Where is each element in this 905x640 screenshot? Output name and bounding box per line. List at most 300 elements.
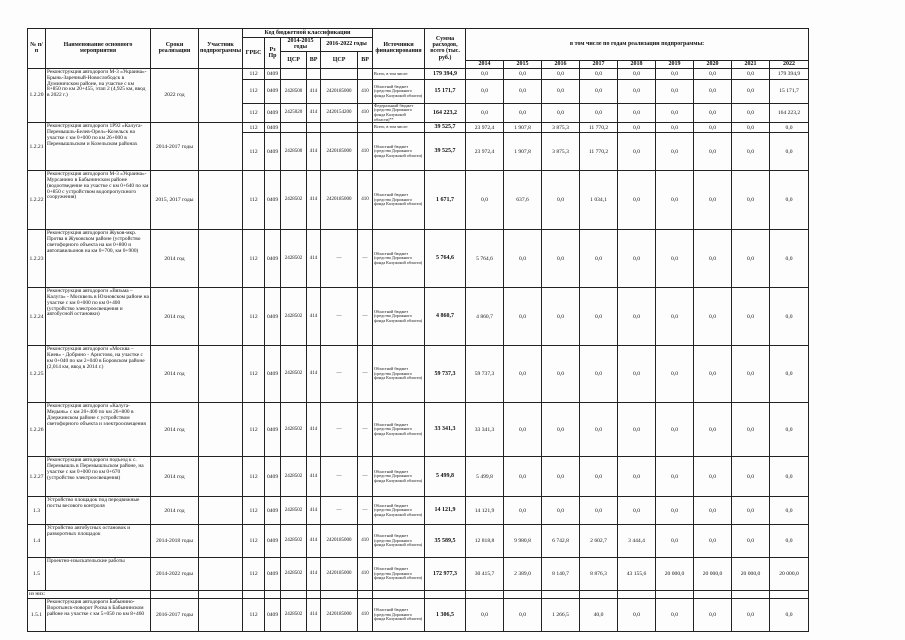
year-amount: 0,0	[732, 123, 770, 133]
activity-name: Реконструкция автодороги «Вязьма – Калуга» - Москвель в Юхновском районе на участке с км 0+000 по км 0+400 (устройство электроосвещения и автобусной остановки)	[46, 288, 151, 346]
table-row	[28, 346, 809, 403]
header-total: Сумма расходов, всего (тыс. руб.)	[425, 29, 466, 69]
header-years-2014-2015: 2014-2015 годы	[281, 38, 321, 52]
year-amount: 0,0	[618, 497, 656, 525]
header-csr-1: ЦСР	[281, 51, 307, 68]
year-amount: 0,0	[694, 230, 732, 288]
funding-source: Областной бюджет (средства Дорожного фонда Калужской области)	[373, 133, 425, 171]
implementation-terms: 2014-2018 годы	[151, 525, 199, 558]
empty-cell	[770, 591, 809, 599]
year-amount: 0,0	[770, 230, 809, 288]
year-amount: 0,0	[618, 103, 656, 122]
header-year: 2021	[732, 60, 770, 68]
funding-source: Всего, в том числе:	[373, 68, 425, 79]
year-amount: 0,0	[694, 403, 732, 457]
year-amount: 0,0	[618, 133, 656, 171]
year-amount: 0,0	[656, 457, 694, 497]
rzpr-code: 0409	[265, 457, 281, 497]
empty-cell	[732, 591, 770, 599]
year-amount: 0,0	[694, 171, 732, 230]
participant-cell	[199, 171, 243, 230]
year-amount: 0,0	[694, 497, 732, 525]
year-amount: 0,0	[466, 103, 504, 122]
row-number: 1.3	[28, 497, 46, 525]
rzpr-code: 0409	[265, 525, 281, 558]
vr-2016-2022: —	[358, 288, 373, 346]
empty-cell	[373, 591, 425, 599]
participant-cell	[199, 457, 243, 497]
year-amount: 5 764,6	[466, 230, 504, 288]
year-amount: 0,0	[504, 346, 542, 403]
year-amount: 0,0	[770, 133, 809, 171]
rzpr-code: 0409	[265, 497, 281, 525]
funding-source: Федеральный бюджет (средства Дорожного фонда Калужской области)**	[373, 103, 425, 122]
year-amount: 20 000,0	[694, 558, 732, 591]
vr-2016-2022	[358, 123, 373, 133]
grbs-code: 112	[243, 171, 265, 230]
vr-2016-2022: 410	[358, 558, 373, 591]
year-amount: 20 000,0	[770, 558, 809, 591]
activity-name: Реконструкция автодороги М-3 «Украина»-Брынь-Заречный-Новослободск в Думиничском районе, на участке с км 8+850 по км 20+455, этап 2 (4,925 км, ввод в 2022 г.)	[46, 68, 151, 122]
year-amount: 0,0	[770, 171, 809, 230]
header-name: Наименование основного мероприятия	[46, 29, 151, 69]
header-participant: Участник подпрограммы	[199, 29, 243, 69]
year-amount: 5 499,8	[466, 457, 504, 497]
year-amount: 0,0	[618, 346, 656, 403]
year-amount: 0,0	[694, 133, 732, 171]
grbs-code: 112	[243, 525, 265, 558]
year-amount: 0,0	[656, 497, 694, 525]
year-amount: 0,0	[580, 457, 618, 497]
year-amount: 0,0	[770, 403, 809, 457]
empty-cell	[694, 591, 732, 599]
empty-cell	[580, 591, 618, 599]
grbs-code: 112	[243, 599, 265, 632]
table-row	[28, 288, 809, 346]
year-amount: 0,0	[580, 403, 618, 457]
year-amount: 30 415,7	[466, 558, 504, 591]
grbs-code: 112	[243, 68, 265, 79]
activity-name: Реконструкция автодороги «Калуга-Медынь» с км 20+400 по км 26+800 в Дзержинском районе с устройством светофорного объекта и электроосвещения	[46, 403, 151, 457]
year-amount: 0,0	[732, 171, 770, 230]
rzpr-code: 0409	[265, 79, 281, 103]
year-amount: 0,0	[656, 123, 694, 133]
year-amount: 0,0	[580, 230, 618, 288]
activity-name: Реконструкция автодороги 1Р92 «Калуга-Перемышль-Белев-Орел»-Козельск на участке с км 0+000 по км 26+000 в Перемышльском и Козельском районах	[46, 123, 151, 171]
total-amount: 39 525,7	[425, 123, 466, 133]
grbs-code: 112	[243, 558, 265, 591]
year-amount: 0,0	[542, 68, 580, 79]
csr-2014-2015: 2428502	[281, 288, 307, 346]
year-amount: 9 980,8	[504, 525, 542, 558]
year-amount: 0,0	[542, 171, 580, 230]
year-amount: 0,0	[732, 103, 770, 122]
year-amount: 0,0	[732, 457, 770, 497]
year-amount: 0,0	[694, 457, 732, 497]
table-row	[28, 230, 809, 288]
grbs-code: 112	[243, 288, 265, 346]
participant-cell	[199, 123, 243, 171]
year-amount: 0,0	[656, 171, 694, 230]
empty-cell	[307, 591, 321, 599]
rzpr-code: 0409	[265, 123, 281, 133]
year-amount: 0,0	[732, 68, 770, 79]
year-amount: 0,0	[580, 68, 618, 79]
funding-source: Областной бюджет (средства Дорожного фонда Калужской области)	[373, 288, 425, 346]
vr-2014-2015: 414	[307, 599, 321, 632]
vr-2016-2022: 410	[358, 525, 373, 558]
csr-2014-2015: 2428502	[281, 171, 307, 230]
empty-cell	[656, 591, 694, 599]
grbs-code: 112	[243, 133, 265, 171]
header-rzpr: Рз Пр	[265, 38, 281, 69]
table-row	[28, 171, 809, 230]
year-amount: 0,0	[580, 79, 618, 103]
csr-2014-2015: 2425020	[281, 103, 307, 122]
year-amount: 179 394,9	[770, 68, 809, 79]
empty-cell	[199, 591, 243, 599]
total-amount: 59 737,3	[425, 346, 466, 403]
vr-2016-2022: —	[358, 346, 373, 403]
year-amount: 0,0	[656, 403, 694, 457]
header-year: 2019	[656, 60, 694, 68]
participant-cell	[199, 230, 243, 288]
year-amount: 8 876,3	[580, 558, 618, 591]
year-amount: 4 860,7	[466, 288, 504, 346]
implementation-terms: 2016-2017 годы	[151, 599, 199, 632]
year-amount: 33 341,3	[466, 403, 504, 457]
funding-source: Областной бюджет (средства Дорожного фонда Калужской области)	[373, 403, 425, 457]
year-amount: 0,0	[466, 599, 504, 632]
year-amount: 164 223,2	[770, 103, 809, 122]
implementation-terms: 2014-2022 годы	[151, 558, 199, 591]
csr-2014-2015: 2428502	[281, 558, 307, 591]
funding-source: Областной бюджет (средства Дорожного фонда Калужской области)	[373, 230, 425, 288]
year-amount: 59 737,3	[466, 346, 504, 403]
header-by-years: в том числе по годам реализации подпрограммы:	[466, 29, 809, 61]
budget-table	[27, 28, 809, 632]
year-amount: 12 818,8	[466, 525, 504, 558]
vr-2016-2022	[358, 68, 373, 79]
total-amount: 15 171,7	[425, 79, 466, 103]
csr-2016-2022: —	[321, 457, 358, 497]
vr-2014-2015	[307, 68, 321, 79]
row-number: 1.2.21	[28, 123, 46, 171]
year-amount: 0,0	[542, 79, 580, 103]
empty-cell	[466, 591, 504, 599]
year-amount: 0,0	[618, 457, 656, 497]
header-csr-2: ЦСР	[321, 51, 358, 68]
empty-cell	[151, 591, 199, 599]
activity-name: Реконструкция автодороги «Москва – Киев» - Добрино - Аристово, на участке с км 0+040 по км 2+040 в Боровском районе (2,014 км, ввод в 2014 г.)	[46, 346, 151, 403]
csr-2016-2022: 2420185000	[321, 133, 358, 171]
participant-cell	[199, 599, 243, 632]
header-vr-1: ВР	[307, 51, 321, 68]
activity-name: Устройство площадок под передвижные посты весового контроля	[46, 497, 151, 525]
total-amount: 5 499,8	[425, 457, 466, 497]
implementation-terms: 2014 год	[151, 288, 199, 346]
vr-2014-2015: 414	[307, 79, 321, 103]
csr-2014-2015: 2428500	[281, 79, 307, 103]
csr-2016-2022: —	[321, 497, 358, 525]
year-amount: 0,0	[542, 346, 580, 403]
rzpr-code: 0409	[265, 68, 281, 79]
year-amount: 3 875,3	[542, 133, 580, 171]
year-amount: 6 742,8	[542, 525, 580, 558]
rzpr-code: 0409	[265, 346, 281, 403]
year-amount: 0,0	[694, 346, 732, 403]
year-amount: 0,0	[618, 171, 656, 230]
header-grbs: ГРБС	[243, 38, 265, 69]
grbs-code: 112	[243, 457, 265, 497]
empty-cell	[321, 591, 358, 599]
year-amount: 0,0	[542, 497, 580, 525]
rzpr-code: 0409	[265, 133, 281, 171]
year-amount: 1 907,8	[504, 123, 542, 133]
empty-cell	[265, 591, 281, 599]
year-amount: 0,0	[770, 346, 809, 403]
header-year: 2022	[770, 60, 809, 68]
year-amount: 0,0	[732, 230, 770, 288]
vr-2016-2022: —	[358, 497, 373, 525]
year-amount: 1 266,5	[542, 599, 580, 632]
row-number: 1.2.25	[28, 346, 46, 403]
year-amount: 1 907,8	[504, 133, 542, 171]
implementation-terms: 2014 год	[151, 346, 199, 403]
funding-source: Областной бюджет (средства Дорожного фонда Калужской области)	[373, 79, 425, 103]
csr-2014-2015: 2428502	[281, 599, 307, 632]
year-amount: 0,0	[732, 133, 770, 171]
year-amount: 0,0	[618, 288, 656, 346]
year-amount: 0,0	[618, 599, 656, 632]
year-amount: 0,0	[694, 599, 732, 632]
participant-cell	[199, 288, 243, 346]
row-number: 1.2.27	[28, 457, 46, 497]
year-amount: 11 770,2	[580, 123, 618, 133]
participant-cell	[199, 497, 243, 525]
year-amount: 0,0	[466, 171, 504, 230]
table-row	[28, 525, 809, 558]
grbs-code: 112	[243, 230, 265, 288]
csr-2014-2015: 2428502	[281, 346, 307, 403]
rzpr-code: 0409	[265, 599, 281, 632]
csr-2016-2022: 2420185000	[321, 558, 358, 591]
year-amount: 0,0	[504, 288, 542, 346]
year-amount: 23 972,4	[466, 133, 504, 171]
rzpr-code: 0409	[265, 230, 281, 288]
csr-2014-2015: 2428502	[281, 525, 307, 558]
header-years-2016-2022: 2016-2022 годы	[321, 38, 373, 52]
header-num: № п/п	[28, 29, 46, 69]
header-vr-2: ВР	[358, 51, 373, 68]
table-row	[28, 591, 809, 599]
year-amount: 1 034,1	[580, 171, 618, 230]
csr-2014-2015: 2428502	[281, 230, 307, 288]
activity-name: Реконструкция автодороги подъезд к с. Перемышль в Перемышльском районе, на участке с км 0+000 по км 0+670 (устройство электроосвещения)	[46, 457, 151, 497]
total-amount: 35 589,5	[425, 525, 466, 558]
participant-cell	[199, 68, 243, 122]
total-amount: 4 860,7	[425, 288, 466, 346]
funding-source: Областной бюджет (средства Дорожного фонда Калужской области)	[373, 346, 425, 403]
funding-source: Областной бюджет (средства Дорожного фонда Калужской области)	[373, 525, 425, 558]
year-amount: 0,0	[732, 403, 770, 457]
vr-2014-2015: 414	[307, 403, 321, 457]
csr-2016-2022: —	[321, 346, 358, 403]
year-amount: 0,0	[504, 403, 542, 457]
activity-name: Реконструкция автодороги Бабынино-Воротынск-поворот Росва в Бабынинском районе на участке с км 5+050 по км 8+460	[46, 599, 151, 632]
year-amount: 3 875,3	[542, 123, 580, 133]
table-row	[28, 123, 809, 133]
total-amount: 164 223,2	[425, 103, 466, 122]
header-source: Источники финансирования	[373, 29, 425, 69]
participant-cell	[199, 403, 243, 457]
year-amount: 0,0	[694, 103, 732, 122]
year-amount: 0,0	[656, 230, 694, 288]
year-amount: 0,0	[656, 346, 694, 403]
year-amount: 0,0	[504, 103, 542, 122]
table-row	[28, 558, 809, 591]
year-amount: 0,0	[542, 403, 580, 457]
vr-2016-2022: —	[358, 230, 373, 288]
year-amount: 0,0	[618, 230, 656, 288]
year-amount: 0,0	[542, 103, 580, 122]
year-amount: 15 171,7	[770, 79, 809, 103]
year-amount: 0,0	[504, 599, 542, 632]
year-amount: 0,0	[656, 79, 694, 103]
row-number: 1.2.23	[28, 230, 46, 288]
year-amount: 0,0	[656, 68, 694, 79]
header-year: 2017	[580, 60, 618, 68]
vr-2014-2015: 414	[307, 497, 321, 525]
empty-cell	[358, 591, 373, 599]
vr-2014-2015: 414	[307, 103, 321, 122]
year-amount: 0,0	[656, 103, 694, 122]
year-amount: 3 444,4	[618, 525, 656, 558]
year-amount: 40,0	[580, 599, 618, 632]
csr-2016-2022: 2420185000	[321, 171, 358, 230]
empty-cell	[618, 591, 656, 599]
year-amount: 0,0	[732, 497, 770, 525]
table-row	[28, 599, 809, 632]
rzpr-code: 0409	[265, 403, 281, 457]
funding-source: Областной бюджет (средства Дорожного фонда Калужской области)	[373, 599, 425, 632]
table-row	[28, 497, 809, 525]
vr-2014-2015: 414	[307, 230, 321, 288]
participant-cell	[199, 525, 243, 558]
empty-cell	[243, 591, 265, 599]
year-amount: 0,0	[542, 230, 580, 288]
vr-2014-2015: 414	[307, 346, 321, 403]
year-amount: 0,0	[732, 525, 770, 558]
total-amount: 1 306,5	[425, 599, 466, 632]
year-amount: 0,0	[656, 525, 694, 558]
year-amount: 0,0	[732, 288, 770, 346]
total-amount: 39 525,7	[425, 133, 466, 171]
implementation-terms: 2014 год	[151, 403, 199, 457]
row-number: 1.4	[28, 525, 46, 558]
vr-2016-2022: 410	[358, 79, 373, 103]
row-number: 1.2.20	[28, 68, 46, 122]
year-amount: 0,0	[732, 599, 770, 632]
header-year: 2016	[542, 60, 580, 68]
grbs-code: 112	[243, 79, 265, 103]
vr-2014-2015: 414	[307, 133, 321, 171]
year-amount: 0,0	[770, 525, 809, 558]
activity-name: Проектно-изыскательские работы	[46, 558, 151, 591]
year-amount: 20 000,0	[732, 558, 770, 591]
row-number: 1.2.26	[28, 403, 46, 457]
year-amount: 0,0	[466, 68, 504, 79]
total-amount: 5 764,6	[425, 230, 466, 288]
rzpr-code: 0409	[265, 558, 281, 591]
implementation-terms: 2014 год	[151, 230, 199, 288]
table-row	[28, 403, 809, 457]
year-amount: 0,0	[618, 79, 656, 103]
funding-source: Областной бюджет (средства Дорожного фонда Калужской области)	[373, 558, 425, 591]
year-amount: 0,0	[618, 123, 656, 133]
csr-2016-2022: 2420154200	[321, 103, 358, 122]
row-number: 1.2.22	[28, 171, 46, 230]
row-number: 1.5.1	[28, 599, 46, 632]
rzpr-code: 0409	[265, 103, 281, 122]
empty-cell	[504, 591, 542, 599]
csr-2014-2015	[281, 123, 307, 133]
rzpr-code: 0409	[265, 171, 281, 230]
implementation-terms: 2014-2017 годы	[151, 123, 199, 171]
activity-name: Реконструкция автодороги Жуков-мкр. Протва в Жуковском районе (устройство светофорного объекта на км 0+800 и автопавильонов на км 0+700, км 0+900)	[46, 230, 151, 288]
year-amount: 0,0	[656, 599, 694, 632]
table-row	[28, 457, 809, 497]
csr-2016-2022: —	[321, 288, 358, 346]
csr-2016-2022: 2420185000	[321, 525, 358, 558]
grbs-code: 112	[243, 346, 265, 403]
total-amount: 179 394,9	[425, 68, 466, 79]
year-amount: 0,0	[694, 288, 732, 346]
grbs-code: 112	[243, 103, 265, 122]
year-amount: 14 121,9	[466, 497, 504, 525]
funding-source: Областной бюджет (средства Дорожного фонда Калужской области)	[373, 457, 425, 497]
year-amount: 20 000,0	[656, 558, 694, 591]
year-amount: 0,0	[504, 457, 542, 497]
total-amount: 1 671,7	[425, 171, 466, 230]
year-amount: 11 770,2	[580, 133, 618, 171]
header-terms: Сроки реализации	[151, 29, 199, 69]
year-amount: 43 155,6	[618, 558, 656, 591]
empty-cell	[281, 591, 307, 599]
vr-2016-2022: 410	[358, 133, 373, 171]
vr-2016-2022: 410	[358, 103, 373, 122]
year-amount: 0,0	[542, 288, 580, 346]
row-number: 1.5	[28, 558, 46, 591]
vr-2014-2015: 414	[307, 558, 321, 591]
implementation-terms: 2014 год	[151, 497, 199, 525]
year-amount: 0,0	[770, 123, 809, 133]
activity-name: Устройство автобусных остановок и разворотных площадок	[46, 525, 151, 558]
year-amount: 0,0	[580, 103, 618, 122]
year-amount: 0,0	[504, 79, 542, 103]
year-amount: 0,0	[580, 288, 618, 346]
csr-2016-2022: 2420185000	[321, 79, 358, 103]
empty-cell	[425, 591, 466, 599]
vr-2014-2015: 414	[307, 288, 321, 346]
vr-2014-2015	[307, 123, 321, 133]
funding-source: Областной бюджет (средства Дорожного фонда Калужской области)	[373, 171, 425, 230]
header-year: 2020	[694, 60, 732, 68]
year-amount: 2 602,7	[580, 525, 618, 558]
header-year: 2015	[504, 60, 542, 68]
implementation-terms: 2022 год	[151, 68, 199, 122]
year-amount: 0,0	[618, 68, 656, 79]
